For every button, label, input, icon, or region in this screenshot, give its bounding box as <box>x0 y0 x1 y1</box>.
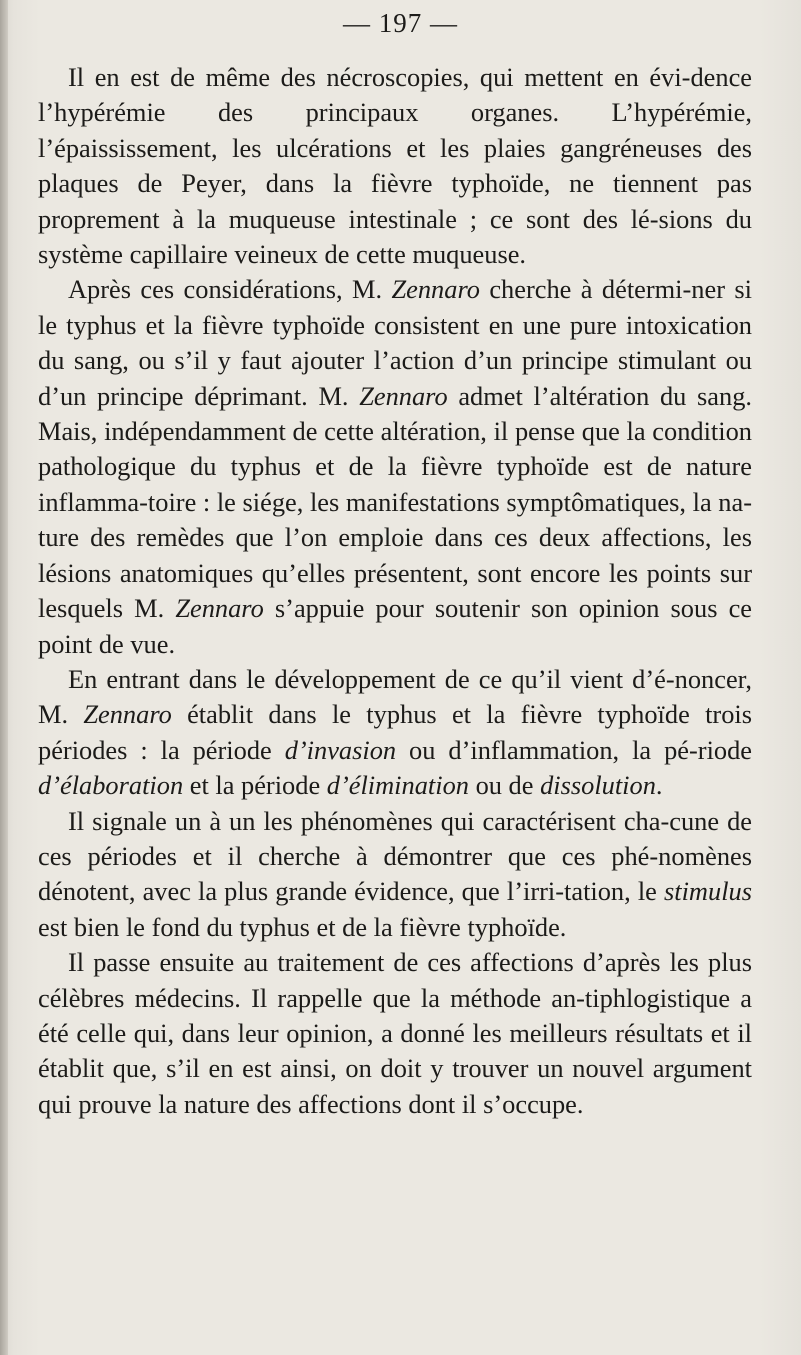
text-segment: Il signale un à un les phénomènes qui caractérisent cha-cune de ces périodes et il cherche à démontrer que ces phé-nomènes dénotent, avec la plus grande évidence, que l’irri-tation, le <box>38 805 752 907</box>
paragraph-necroscopies <box>38 60 752 272</box>
term-stimulus: stimulus <box>664 876 752 907</box>
text-segment: ou de <box>468 770 541 801</box>
body-text <box>38 60 752 1122</box>
text-segment: ou d’inflammation, la pé-riode <box>396 734 752 765</box>
term-invasion: d’invasion <box>284 734 397 765</box>
paragraph-phenomena <box>38 804 752 946</box>
author-name: Zennaro <box>83 699 172 730</box>
text-segment: En entrant dans le développement de ce qu’il vient d’é-noncer, M. <box>38 663 752 730</box>
text-segment: Après ces considérations, M. <box>68 274 392 305</box>
term-elaboration: d’élaboration <box>38 770 184 801</box>
text-segment: . <box>655 770 663 801</box>
text-segment: admet l’altération du sang. Mais, indépendamment de cette altération, il pense que la condition pathologique du typhus et de la fièvre typhoïde est de nature inflamma-toire : le siége, les manifestations symptômatiques, la na-ture des remèdes que l’on emploie dans ces deux affections, les lésions anatomiques qu’elles présentent, sont encore les points sur lesquels M. <box>38 380 752 624</box>
term-dissolution: dissolution <box>540 770 656 801</box>
term-elimination: d’élimination <box>326 770 469 801</box>
text-segment: cherche à détermi-ner si le typhus et la fièvre typhoïde consistent en une pure intoxication du sang, ou s’il y faut ajouter l’action d’un principe stimulant ou d’un principe déprimant. M. <box>38 274 753 411</box>
text-segment: s’appuie pour soutenir son opinion sous ce point de vue. <box>38 593 752 659</box>
paragraph-considerations <box>38 272 752 661</box>
text-segment: Il en est de même des nécroscopies, qui mettent en évi-dence l’hypérémie des principaux organes. L’hypérémie, l’épaississement, les ulcérations et les plaies gangréneuses des plaques de Peyer, dans la fièvre typhoïde, ne tiennent pas proprement à la muqueuse intestinale ; ce sont des lé-sions du système capillaire veineux de cette muqueuse. <box>38 62 752 270</box>
text-segment: et la période <box>183 770 327 801</box>
text-segment: établit dans le typhus et la fièvre typhoïde trois périodes : la période <box>38 699 752 765</box>
paragraph-periods <box>38 662 752 804</box>
page-gutter <box>0 0 8 1355</box>
page-number: — 197 — <box>343 8 458 38</box>
author-name: Zennaro <box>359 380 448 411</box>
author-name: Zennaro <box>391 274 480 305</box>
author-name: Zennaro <box>175 593 264 624</box>
text-segment: Il passe ensuite au traitement de ces affections d’après les plus célèbres médecins. Il rappelle que la méthode an-tiphlogistique a été celle qui, dans leur opinion, a donné les meilleurs résultats et il établit que, s’il en est ainsi, on doit y trouver un nouvel argument qui prouve la nature des affections dont il s’occupe. <box>38 947 752 1119</box>
paragraph-treatment <box>38 945 752 1122</box>
text-segment: est bien le fond du typhus et de la fièvre typhoïde. <box>38 911 567 942</box>
